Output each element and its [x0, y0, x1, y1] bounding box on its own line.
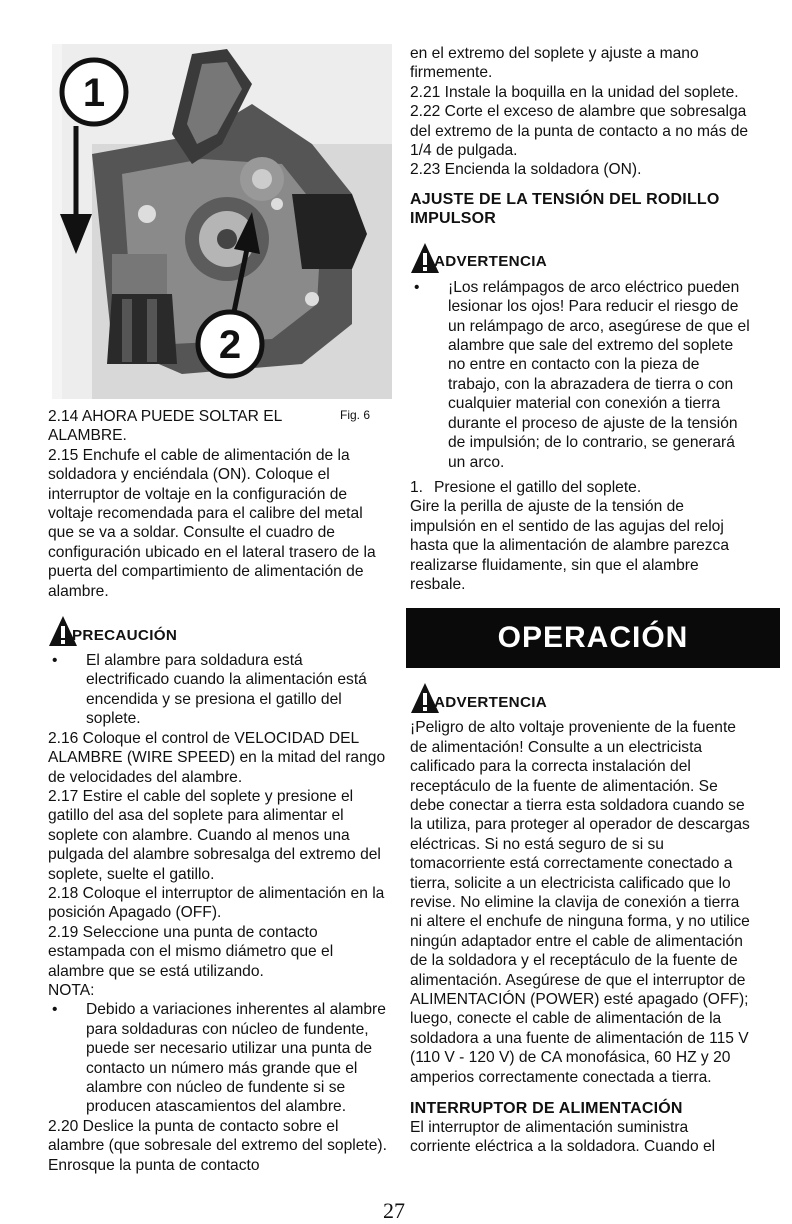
- caution-bullet: [48, 651, 390, 729]
- step-2-23: 2.23 Encienda la soldadora (ON).: [410, 161, 642, 179]
- step-2-17: 2.17 Estire el cable del soplete y presione el gatillo del asa del soplete para alimentar el soplete con alambre. Cuando al menos una pulgada del alambre sobresalga del extremo del soplete, suelte el gatillo.: [48, 787, 381, 883]
- wire-feed-photo: [52, 44, 392, 399]
- bullet-dot: •: [52, 1001, 58, 1019]
- turn-knob-paragraph: Gire la perilla de ajuste de la tensión de impulsión en el sentido de las agujas del reloj hasta que la alimentación de alambre parezca realizarse fluidamente, sin que el alambre resbale.: [410, 498, 730, 593]
- callout-1-number: 1: [82, 71, 106, 115]
- step-2-20-continued: en el extremo del soplete y ajuste a mano firmemente.: [410, 45, 699, 82]
- warning-bullet: [410, 278, 750, 472]
- note-bullet: [48, 1000, 390, 1116]
- power-switch-paragraph: El interruptor de alimentación suministra corriente eléctrica a la soldadora. Cuando el: [410, 1119, 716, 1156]
- step-2-20: 2.20 Deslice la punta de contacto sobre el alambre (que sobresale del extremo del soplete). Enrosque la punta de contacto: [48, 1117, 387, 1174]
- step-2-16: 2.16 Coloque el control de VELOCIDAD DEL ALAMBRE (WIRE SPEED) en la mitad del rango de velocidades del alambre.: [48, 729, 386, 786]
- drive-roller-illustration: [52, 44, 392, 399]
- note-label: NOTA:: [48, 981, 95, 999]
- note-text: Debido a variaciones inherentes al alambre para soldaduras con núcleo de fundente, puede ser necesario utilizar una punta de contacto un número más grande que el alambre con núcleo de fundente si se producen atascamientos del alambre.: [86, 1001, 386, 1116]
- step-2-19: 2.19 Seleccione una punta de contacto estampada con el mismo diámetro que el alambre que se está utilizando.: [48, 923, 334, 980]
- step-2-18: 2.18 Coloque el interruptor de alimentación en la posición Apagado (OFF).: [48, 884, 385, 922]
- step-2-15: 2.15 Enchufe el cable de alimentación de la soldadora y enciéndala (ON). Coloque el interruptor de voltaje en la configuración de voltaje recomendada para el calibre del metal que se va a soldar. Consulte el cuadro de configuración ubicado en el lateral trasero de la puerta del compartimiento de alimentación de alambre.: [48, 446, 376, 600]
- step-2-21: 2.21 Instale la boquilla en la unidad del soplete.: [410, 83, 739, 101]
- warning-callout-1: [410, 238, 750, 274]
- step-text: Presione el gatillo del soplete.: [434, 478, 642, 496]
- warning-label: ADVERTENCIA: [434, 693, 547, 711]
- operation-banner: OPERACIÓN: [406, 608, 780, 668]
- warning-label: ADVERTENCIA: [434, 253, 547, 271]
- caution-callout: [48, 611, 390, 647]
- left-column: [48, 44, 390, 1175]
- callout-2-number: 2: [218, 323, 242, 367]
- step-2-22: 2.22 Corte el exceso de alambre que sobresalga del extremo de la punta de contacto a no más de 1/4 de pulgada.: [410, 103, 749, 160]
- high-voltage-paragraph: ¡Peligro de alto voltaje proveniente de la fuente de alimentación! Consulte a un electricista calificado para la correcta instalación del receptáculo de la fuente de alimentación. Se debe conectar a tierra esta soldadora cuando se la utiliza, para proteger al operador de descargas eléctricas. Si no está seguro de si su tomacorriente está correctamente conectado a tierra, solicite a un electricista calificado que lo revise. No elimine la clavija de conexión a tierra ni altere el enchufe de ninguna forma, y no utilice ningún adaptador entre el cable de alimentación de la soldadora y el receptáculo de la fuente de alimentación. Asegúrese de que el interruptor de ALIMENTACIÓN (POWER) esté apagado (OFF); luego, conecte el cable de alimentación de la soldadora a una fuente de alimentación de 115 V (110 V - 120 V) de CA monofásica, 60 HZ y 20 amperios correctamente conectada a tierra.: [410, 719, 750, 1086]
- caution-text: El alambre para soldadura está electrificado cuando la alimentación está encendida y se presiona el gatillo del soplete.: [86, 652, 367, 728]
- bullet-dot: •: [414, 278, 420, 296]
- heading-power-switch: INTERRUPTOR DE ALIMENTACIÓN: [410, 1100, 683, 1118]
- page-number: 27: [383, 1198, 405, 1223]
- heading-drive-roller-tension: AJUSTE DE LA TENSIÓN DEL RODILLO IMPULSOR: [410, 190, 720, 227]
- right-column: [410, 44, 750, 1157]
- step-2-14: 2.14 AHORA PUEDE SOLTAR EL ALAMBRE.: [48, 408, 282, 445]
- warning-text: ¡Los relámpagos de arco eléctrico pueden lesionar los ojos! Para reducir el riesgo de un relámpago de arco, asegúrese de que el alambre que sale del extremo del soplete no entre en contacto con la pieza de trabajo, con la abrazadera de tierra o con cualquier material con conexión a tierra durante el proceso de ajuste de la tensión de impulsión; de lo contrario, se generará un arco.: [448, 278, 750, 471]
- bullet-dot: •: [52, 652, 58, 670]
- step-1: [410, 478, 750, 497]
- step-number: 1.: [410, 478, 424, 496]
- caution-label: PRECAUCIÓN: [72, 626, 178, 644]
- warning-callout-2: [410, 678, 750, 714]
- figure-caption: Fig. 6: [340, 408, 371, 422]
